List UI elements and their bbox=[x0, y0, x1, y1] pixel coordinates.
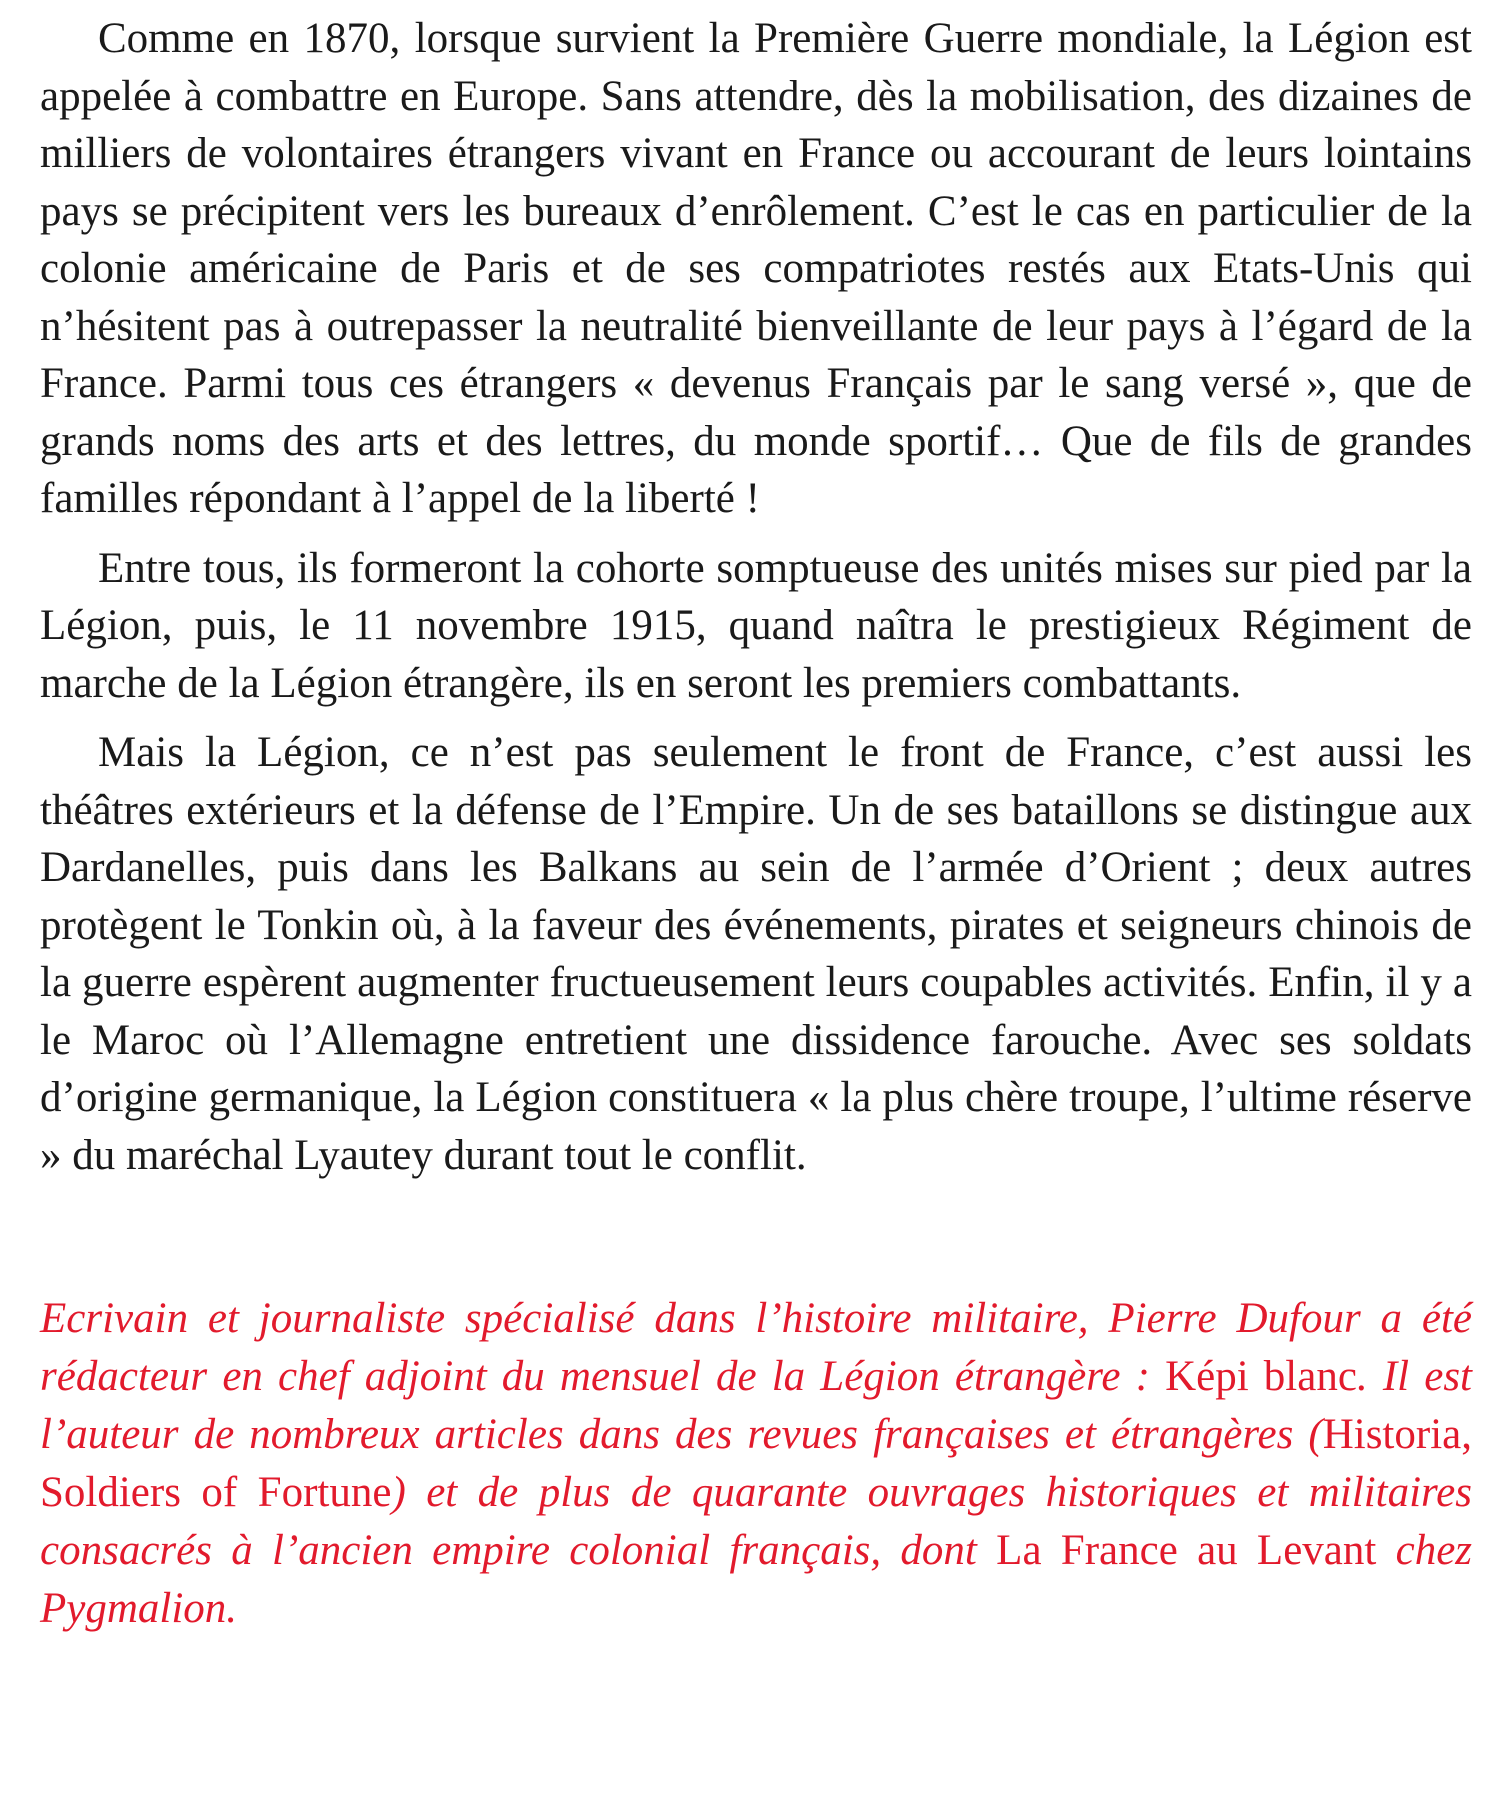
bio-title-historia: Historia, Soldiers of Fortune bbox=[40, 1411, 1472, 1516]
bio-text-4: chez Pygmalion. bbox=[40, 1527, 1473, 1632]
bio-title-france-au-levant: La France au Levant bbox=[996, 1527, 1377, 1574]
page bbox=[40, 10, 1472, 1638]
paragraph-2: Entre tous, ils formeront la cohorte somptueuse des unités mises sur pied par la Légion, puis, le 11 novembre 1915, quand naîtra le prestigieux Régiment de marche de la Légion étrangère, ils en seront les premiers combattants. bbox=[40, 544, 1472, 707]
bio-title-kepi-blanc: Képi blanc bbox=[1165, 1353, 1357, 1400]
bio-text-3: ) et de plus de quarante ouvrages historiques et militaires consacrés à l’ancien empire colonial français, dont bbox=[40, 1469, 1472, 1574]
paragraph-1: Comme en 1870, lorsque survient la Première Guerre mondiale, la Légion est appelée à combattre en Europe. Sans attendre, dès la mobilisation, des dizaines de milliers de volontaires étrangers vivant en France ou accourant de leurs lointains pays se précipitent vers les bureaux d’enrôlement. C’est le cas en particulier de la colonie américaine de Paris et de ses compatriotes restés aux Etats-Unis qui n’hésitent pas à outrepasser la neutralité bienveillante de leur pays à l’égard de la France. Parmi tous ces étrangers « devenus Français par le sang versé », que de grands noms des arts et des lettres, du monde sportif… Que de fils de grandes familles répondant à l’appel de la liberté ! bbox=[40, 15, 1472, 522]
author-bio bbox=[40, 1290, 1472, 1638]
body-text bbox=[40, 10, 1472, 1184]
bio-text-2: . Il est l’auteur de nombreux articles dans des revues françaises et étrangères ( bbox=[40, 1353, 1473, 1458]
bio-text-1: Ecrivain et journaliste spécialisé dans l’histoire militaire, Pierre Dufour a été rédacteur en chef adjoint du mensuel de la Légion étrangère : bbox=[40, 1295, 1472, 1400]
paragraph-3: Mais la Légion, ce n’est pas seulement le front de France, c’est aussi les théâtres extérieurs et la défense de l’Empire. Un de ses bataillons se distingue aux Dardanelles, puis dans les Balkans au sein de l’armée d’Orient ; deux autres protègent le Tonkin où, à la faveur des événements, pirates et seigneurs chinois de la guerre espèrent augmenter fructueusement leurs coupables activités. Enfin, il y a le Maroc où l’Allemagne entretient une dissidence farouche. Avec ses soldats d’origine germanique, la Légion constituera « la plus chère troupe, l’ultime réserve » du maréchal Lyautey durant tout le conflit. bbox=[40, 729, 1472, 1179]
